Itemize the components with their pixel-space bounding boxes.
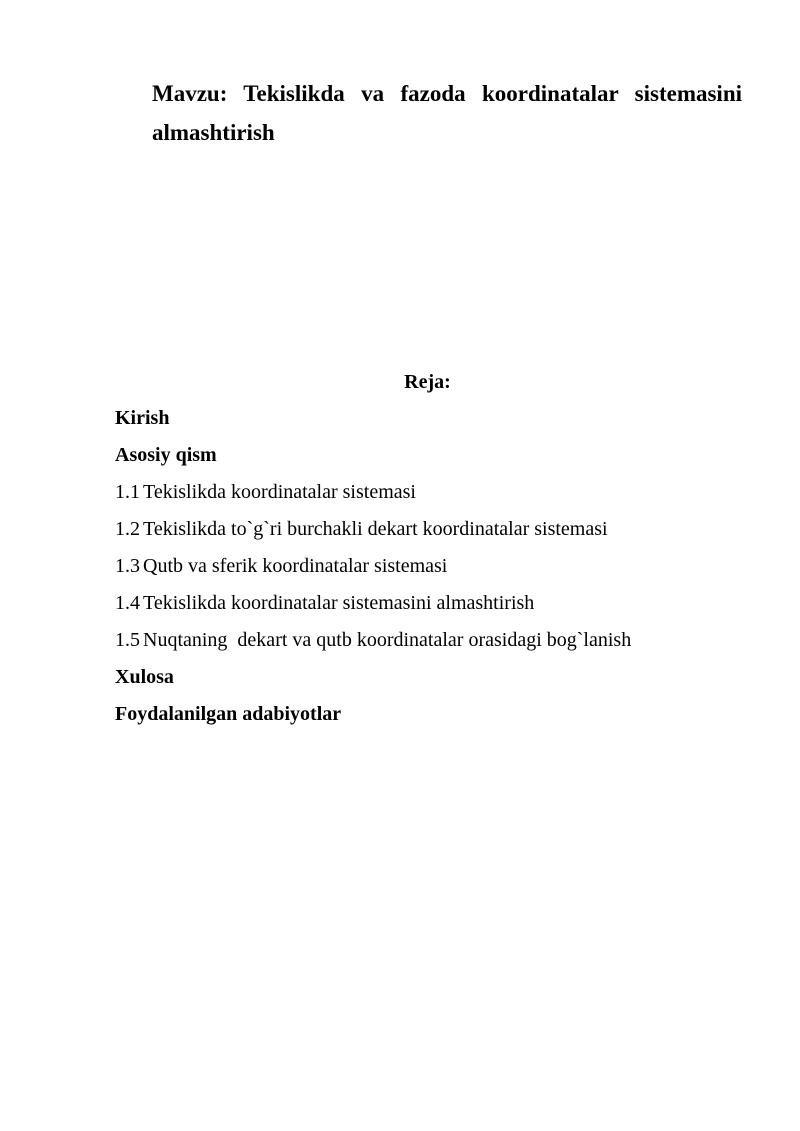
section-text: Qutb va sferik koordinatalar sistemasi [143, 555, 448, 577]
outline-item-intro: Kirish [115, 407, 170, 429]
section-text: Tekislikda koordinatalar sistemasini almashtirish [143, 592, 535, 614]
section-number: 1.1 [115, 481, 140, 503]
outline-item-references: Foydalanilgan adabiyotlar [115, 703, 342, 725]
document-title: Mavzu: Tekislikda va fazoda koordinatalar sistemasini almashtirish [152, 81, 742, 145]
outline-section-1-4 [115, 590, 765, 627]
outline-item-conclusion: Xulosa [115, 666, 174, 688]
outline-section-1-1 [115, 479, 765, 516]
section-number: 1.2 [115, 518, 140, 540]
section-number: 1.3 [115, 555, 140, 577]
section-number: 1.5 [115, 629, 140, 651]
section-number: 1.4 [115, 592, 140, 614]
section-text: Nuqtaning dekart va qutb koordinatalar orasidagi bog`lanish [143, 629, 632, 651]
outline-section-1-2 [115, 516, 765, 553]
plan-heading: Reja: [404, 371, 451, 393]
outline-item-main-part: Asosiy qism [115, 444, 217, 466]
section-text: Tekislikda to`g`ri burchakli dekart koordinatalar sistemasi [143, 518, 608, 540]
outline-section-1-5 [115, 627, 765, 664]
outline-section-1-3 [115, 553, 765, 590]
section-text: Tekislikda koordinatalar sistemasi [143, 481, 416, 503]
outline-list [115, 405, 765, 738]
